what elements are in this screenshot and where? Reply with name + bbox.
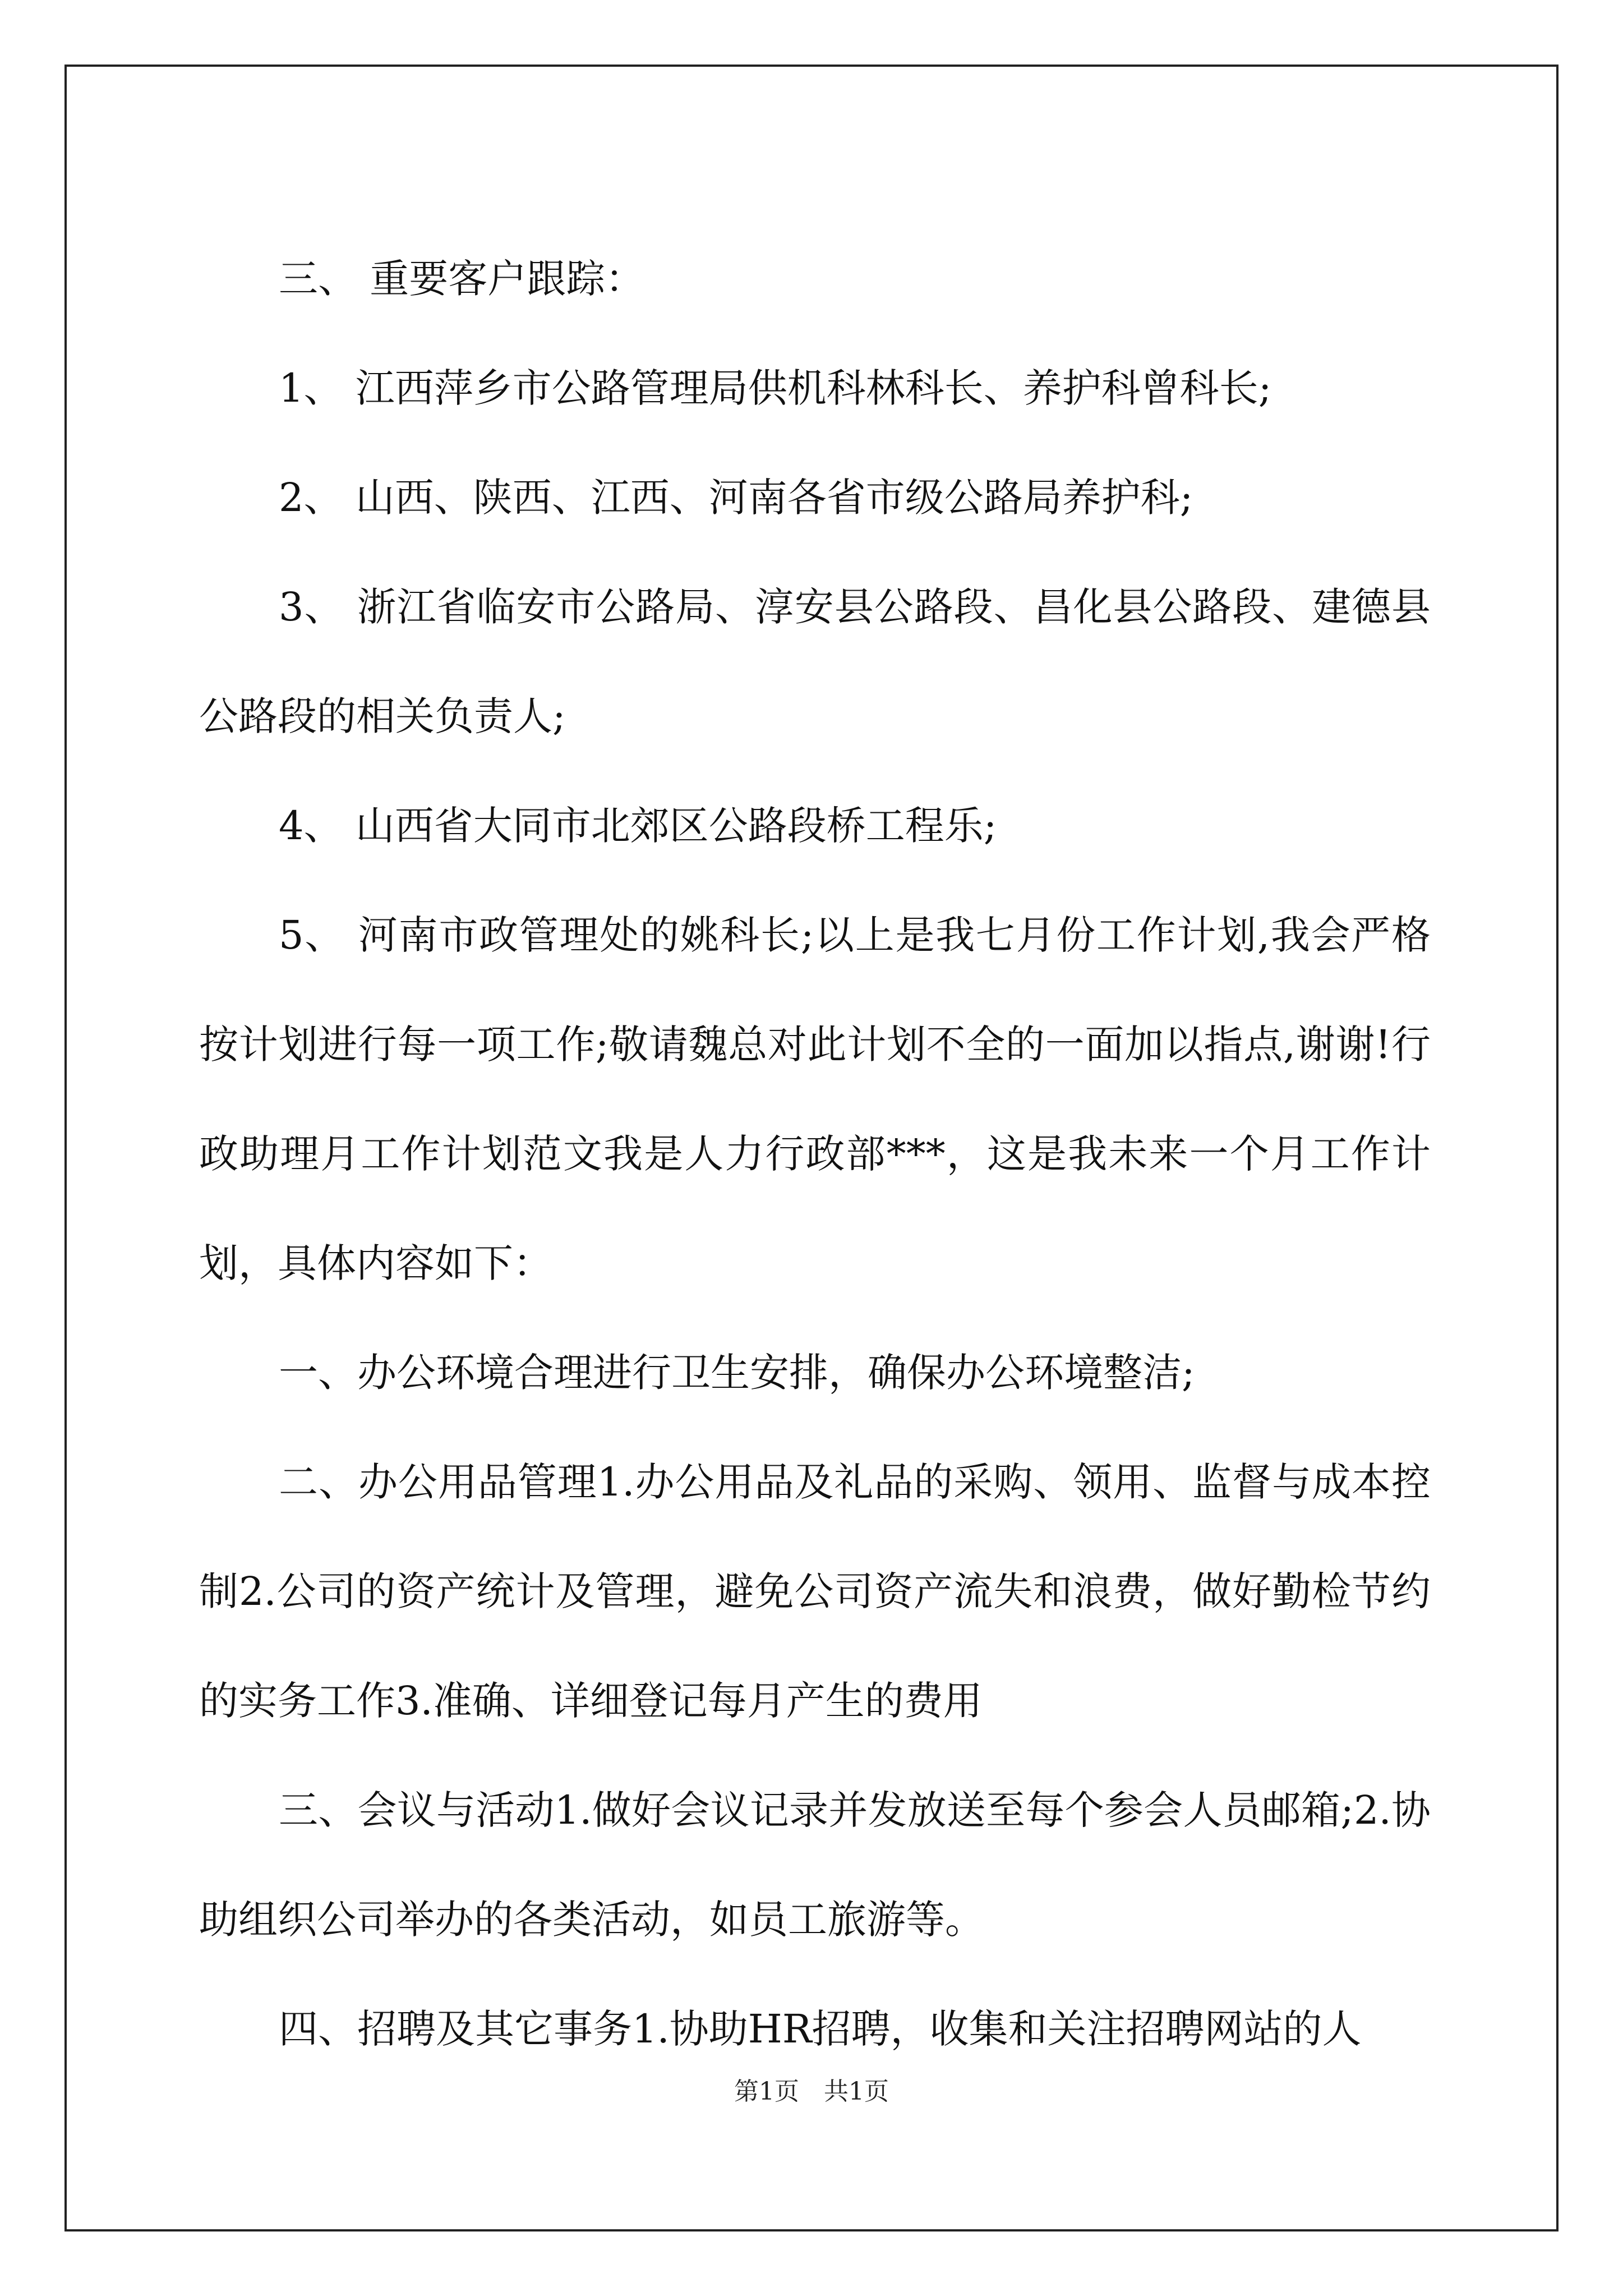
paragraph-2: 1、 江西萍乡市公路管理局供机科林科长、养护科曾科长; [279,365,1272,411]
paragraph-5: 4、 山西省大同市北郊区公路段桥工程乐; [279,803,997,849]
paragraph-1: 三、 重要客户跟踪： [279,256,645,302]
paragraph-6: 5、 河南市政管理处的姚科长;以上是我七月份工作计划,我会严格按计划进行每一项工作;敬请魏总对此计划不全的一面加以指点,谢谢!行政助理月工作计划范文我是人力行政部***，这是我未来一个月工作计划，具体内容如下： [199,912,1431,1286]
paragraph-9: 三、会议与活动1.做好会议记录并发放送至每个参会人员邮箱;2.协助组织公司举办的各类活动，如员工旅游等。 [199,1787,1431,1943]
paragraph-4: 3、 浙江省临安市公路局、淳安县公路段、昌化县公路段、建德县公路段的相关负责人; [199,584,1431,739]
paragraph-3: 2、 山西、陕西、江西、河南各省市级公路局养护科; [279,475,1193,521]
paragraph-7: 一、办公环境合理进行卫生安排，确保办公环境整洁; [279,1350,1195,1396]
paragraph-10: 四、招聘及其它事务1.协助HR招聘，收集和关注招聘网站的人 [279,2006,1362,2052]
paragraph-8: 二、办公用品管理1.办公用品及礼品的采购、领用、监督与成本控制2.公司的资产统计及管理，避免公司资产流失和浪费，做好勤检节约的实务工作3.准确、详细登记每月产生的费用 [199,1459,1431,1724]
document-body [199,224,1431,2084]
page-number-footer: 第1页 共1页 [734,2077,889,2106]
